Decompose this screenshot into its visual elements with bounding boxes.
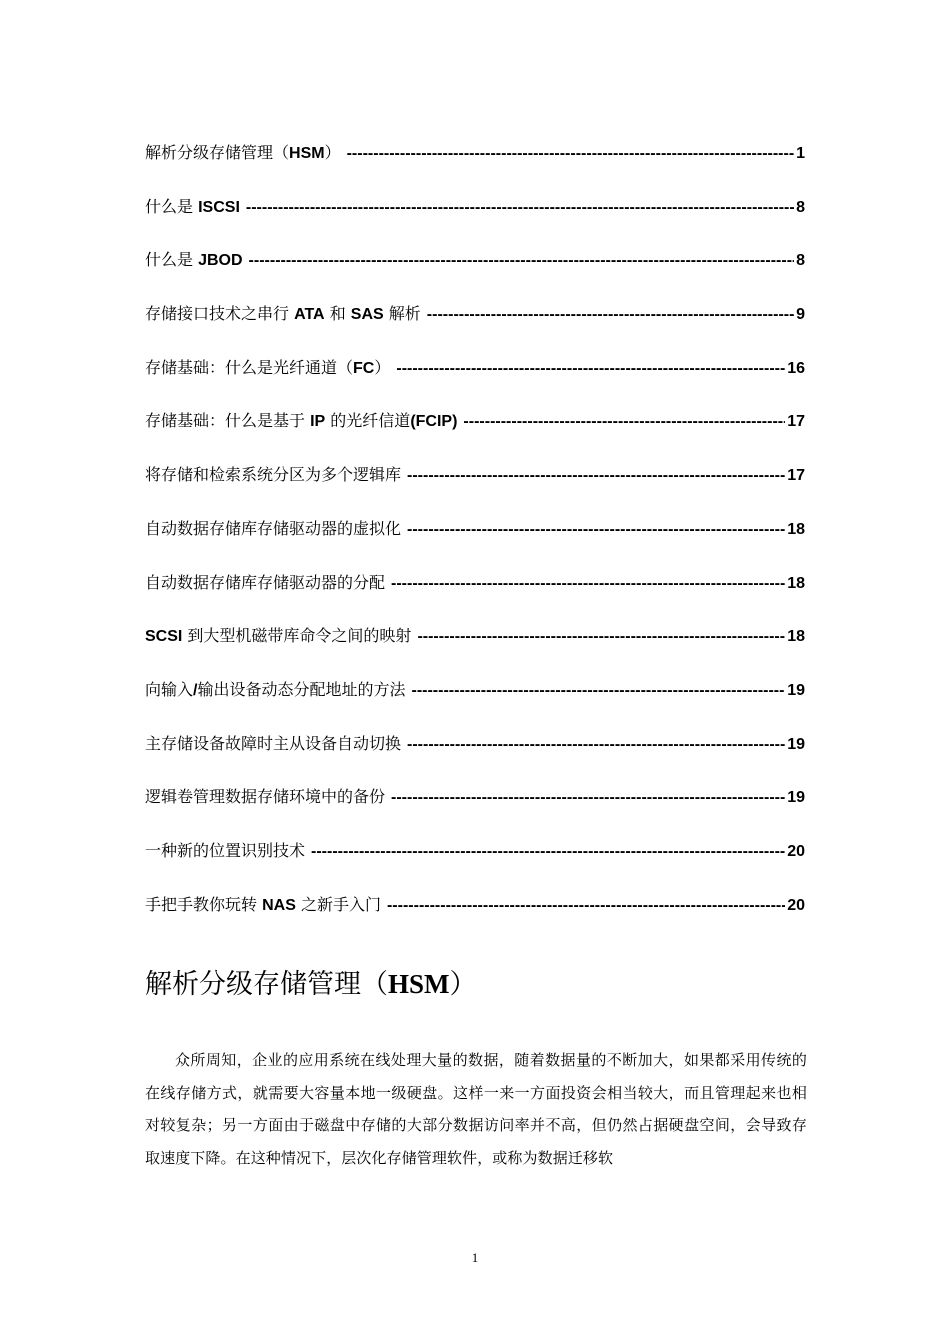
toc-title-part: 输出设备动态分配地址的方法 <box>197 679 406 699</box>
toc-entry[interactable] <box>145 462 805 516</box>
toc-title-part: ） <box>324 143 341 162</box>
toc-dash-leader <box>407 521 785 539</box>
toc-page-number: 8 <box>796 198 805 216</box>
toc-title-part: 存储基础：什么是光纤通道（ <box>145 357 354 377</box>
toc-entry-title <box>145 408 457 431</box>
toc-entry[interactable] <box>145 355 805 409</box>
toc-dash-leader <box>427 306 794 324</box>
toc-page-number: 20 <box>787 896 805 914</box>
toc-title-part: 将存储和检索系统分区为多个逻辑库 <box>145 465 402 485</box>
toc-page-number: 20 <box>787 842 805 860</box>
table-of-contents <box>145 140 805 945</box>
page-number: 1 <box>471 1250 479 1265</box>
toc-entry[interactable] <box>145 892 805 946</box>
toc-title-part: (FCIP) <box>410 413 458 431</box>
toc-entry[interactable] <box>145 247 805 301</box>
toc-title-part: 向输入 <box>145 679 194 699</box>
toc-entry[interactable] <box>145 677 805 731</box>
toc-page-number: 16 <box>787 359 805 377</box>
toc-title-part: 之新手入门 <box>295 894 381 914</box>
toc-page-number: 1 <box>796 145 805 162</box>
toc-entry[interactable] <box>145 731 805 785</box>
toc-title-part: ISCSI <box>198 198 240 216</box>
toc-entry[interactable] <box>145 838 805 892</box>
toc-title-part: ） <box>374 357 391 377</box>
toc-title-part: 自动数据存储库存储驱动器的分配 <box>145 572 386 592</box>
toc-title-part: 什么是 <box>145 196 199 216</box>
toc-title-part: 存储基础：什么是基于 <box>145 411 311 431</box>
toc-entry-title <box>145 731 401 754</box>
toc-page-number: 19 <box>787 681 805 699</box>
toc-title-part: 的光纤信道 <box>325 411 411 431</box>
heading-text-post: ） <box>449 969 477 1000</box>
toc-entry[interactable] <box>145 194 805 248</box>
toc-title-part: / <box>193 681 198 699</box>
toc-dash-leader <box>387 897 785 915</box>
toc-title-part: JBOD <box>198 252 243 270</box>
toc-page-number: 17 <box>787 467 805 485</box>
toc-dash-leader <box>407 467 785 485</box>
toc-title-part: 一种新的位置识别技术 <box>145 840 306 860</box>
toc-entry-title <box>145 784 385 807</box>
toc-entry-title <box>145 570 385 593</box>
body-paragraph: 众所周知，企业的应用系统在线处理大量的数据，随着数据量的不断加大，如果都采用传统的在线存储方式，就需要大容量本地一级硬盘。这样一来一方面投资会相当较大，而且管理起来也相对较复杂；另一方面由于磁盘中存储的大部分数据访问率并不高，但仍然占据硬盘空间，会导致存取速度下降。在这种情况下，层次化存储管理软件，或称为数据迁移软 <box>145 1051 807 1167</box>
toc-entry[interactable] <box>145 408 805 462</box>
toc-page-number: 18 <box>787 628 805 646</box>
toc-title-part: 逻辑卷管理数据存储环境中的备份 <box>145 787 386 807</box>
toc-page-number: 19 <box>787 789 805 807</box>
heading-text-bold: HSM <box>388 969 450 999</box>
section-heading <box>145 962 477 1001</box>
toc-dash-leader <box>311 843 785 861</box>
toc-entry[interactable] <box>145 301 805 355</box>
toc-dash-leader <box>249 252 795 270</box>
toc-entry-title <box>145 838 305 861</box>
toc-title-part: 主存储设备故障时主从设备自动切换 <box>145 733 402 753</box>
toc-dash-leader <box>347 145 795 163</box>
toc-title-part: FC <box>353 359 375 377</box>
heading-text-pre: 解析分级存储管理（ <box>145 969 388 1000</box>
toc-entry-title <box>145 194 240 217</box>
toc-page-number: 19 <box>787 735 805 753</box>
toc-dash-leader <box>411 682 785 700</box>
toc-title-part: 解析分级存储管理（ <box>145 143 290 162</box>
toc-page-number: 8 <box>796 252 805 270</box>
toc-entry-title <box>145 355 390 378</box>
toc-title-part: SCSI <box>145 628 183 646</box>
toc-title-part: SAS <box>350 306 384 324</box>
toc-title-part: 自动数据存储库存储驱动器的虚拟化 <box>145 518 402 538</box>
toc-title-part: HSM <box>289 145 325 162</box>
toc-entry-title <box>145 301 421 324</box>
toc-title-part: 解析 <box>383 304 421 324</box>
toc-title-part: 存储接口技术之串行 <box>145 304 295 324</box>
toc-entry-title <box>145 677 405 700</box>
toc-title-part: 和 <box>324 304 351 324</box>
toc-dash-leader <box>391 789 785 807</box>
toc-title-part: ATA <box>294 306 325 324</box>
toc-title-part: NAS <box>262 896 296 914</box>
toc-dash-leader <box>463 413 785 431</box>
toc-title-part: 手把手教你玩转 <box>145 894 263 914</box>
toc-entry-title <box>145 516 401 539</box>
toc-page-number: 9 <box>796 306 805 324</box>
toc-title-part: 什么是 <box>145 250 199 270</box>
toc-page-number: 17 <box>787 413 805 431</box>
toc-entry[interactable] <box>145 516 805 570</box>
toc-entry[interactable] <box>145 570 805 624</box>
toc-dash-leader <box>246 199 794 217</box>
toc-page-number: 18 <box>787 574 805 592</box>
toc-entry-title <box>145 247 243 270</box>
toc-entry-title <box>145 892 381 915</box>
toc-entry-title <box>145 623 411 646</box>
toc-dash-leader <box>396 360 785 378</box>
toc-entry-title <box>145 140 341 163</box>
toc-entry[interactable] <box>145 623 805 677</box>
toc-title-part: 到大型机磁带库命令之间的映射 <box>182 626 412 646</box>
toc-dash-leader <box>391 575 785 593</box>
toc-entry[interactable] <box>145 140 805 194</box>
toc-dash-leader <box>417 628 785 646</box>
toc-title-part: IP <box>310 413 326 431</box>
toc-entry-title <box>145 462 401 485</box>
toc-page-number: 18 <box>787 520 805 538</box>
toc-dash-leader <box>407 736 785 754</box>
toc-entry[interactable] <box>145 784 805 838</box>
